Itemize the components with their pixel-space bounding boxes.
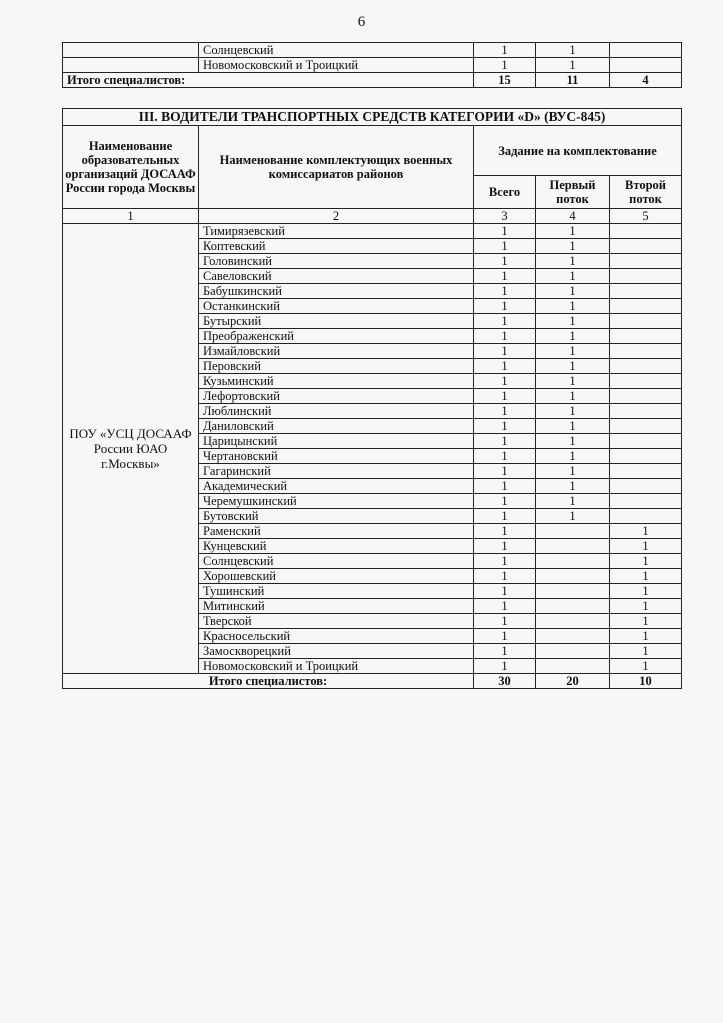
second-stream-cell	[610, 509, 682, 524]
main-total-second: 10	[610, 674, 682, 689]
district-name: Гагаринский	[199, 464, 474, 479]
empty-cell	[63, 43, 199, 58]
total-cell: 1	[474, 419, 536, 434]
second-stream-cell: 1	[610, 599, 682, 614]
district-name: Кунцевский	[199, 539, 474, 554]
table-row	[63, 224, 682, 239]
first-stream-cell	[536, 659, 610, 674]
first-stream-cell	[536, 569, 610, 584]
first-stream-cell: 1	[536, 464, 610, 479]
second-stream-cell	[610, 464, 682, 479]
total-cell: 1	[474, 359, 536, 374]
first-stream-cell: 1	[536, 269, 610, 284]
organization-name: ПОУ «УСЦ ДОСААФ России ЮАО г.Москвы»	[63, 224, 199, 674]
column-number: 2	[199, 209, 474, 224]
total-cell: 1	[474, 509, 536, 524]
total-cell: 1	[474, 389, 536, 404]
second-stream-cell	[610, 224, 682, 239]
first-stream-cell: 1	[536, 344, 610, 359]
second-stream-cell: 1	[610, 659, 682, 674]
district-name: Солнцевский	[199, 43, 474, 58]
top-total-row	[63, 73, 682, 88]
first-stream-cell: 1	[536, 314, 610, 329]
total-cell: 1	[474, 539, 536, 554]
main-total-row	[63, 674, 682, 689]
second-stream-cell: 1	[610, 644, 682, 659]
district-name: Академический	[199, 479, 474, 494]
total-cell: 1	[474, 644, 536, 659]
second-stream-cell: 1	[610, 629, 682, 644]
first-stream-cell: 1	[536, 494, 610, 509]
second-stream-cell	[610, 434, 682, 449]
total-cell: 1	[474, 374, 536, 389]
top-total-first: 11	[536, 73, 610, 88]
district-name: Преображенский	[199, 329, 474, 344]
first-stream-cell: 1	[536, 239, 610, 254]
district-name: Черемушкинский	[199, 494, 474, 509]
top-table	[62, 42, 682, 88]
second-stream-cell	[610, 494, 682, 509]
first-stream-cell	[536, 584, 610, 599]
column-number: 3	[474, 209, 536, 224]
table-row	[63, 43, 682, 58]
second-stream-cell	[610, 314, 682, 329]
first-stream-cell: 1	[536, 284, 610, 299]
district-name: Тверской	[199, 614, 474, 629]
total-cell: 1	[474, 464, 536, 479]
district-name: Измайловский	[199, 344, 474, 359]
first-stream-cell: 1	[536, 374, 610, 389]
total-cell: 1	[474, 479, 536, 494]
main-total-first: 20	[536, 674, 610, 689]
total-cell: 1	[474, 239, 536, 254]
district-name: Замоскворецкий	[199, 644, 474, 659]
header-second: Второй поток	[610, 176, 682, 209]
column-number: 1	[63, 209, 199, 224]
second-stream-cell	[610, 389, 682, 404]
total-cell: 1	[474, 584, 536, 599]
second-stream-cell: 1	[610, 584, 682, 599]
header-total: Всего	[474, 176, 536, 209]
district-name: Люблинский	[199, 404, 474, 419]
first-stream-cell: 1	[536, 43, 610, 58]
first-stream-cell: 1	[536, 389, 610, 404]
second-stream-cell	[610, 43, 682, 58]
section-title: III. ВОДИТЕЛИ ТРАНСПОРТНЫХ СРЕДСТВ КАТЕГОРИИ «D» (ВУС-845)	[63, 109, 682, 126]
total-cell: 1	[474, 58, 536, 73]
top-table-body	[63, 43, 682, 73]
total-cell: 1	[474, 599, 536, 614]
second-stream-cell: 1	[610, 614, 682, 629]
total-cell: 1	[474, 614, 536, 629]
district-name: Коптевский	[199, 239, 474, 254]
district-name: Хорошевский	[199, 569, 474, 584]
total-cell: 1	[474, 314, 536, 329]
header-org: Наименование образовательных организаций ДОСААФ России города Москвы	[63, 126, 199, 209]
first-stream-cell: 1	[536, 509, 610, 524]
total-cell: 1	[474, 284, 536, 299]
total-cell: 1	[474, 524, 536, 539]
district-name: Лефортовский	[199, 389, 474, 404]
second-stream-cell	[610, 479, 682, 494]
column-number: 4	[536, 209, 610, 224]
second-stream-cell: 1	[610, 524, 682, 539]
total-cell: 1	[474, 254, 536, 269]
column-numbers-row	[63, 209, 682, 224]
total-cell: 1	[474, 494, 536, 509]
second-stream-cell	[610, 239, 682, 254]
header-districts: Наименование комплектующих военных комиссариатов районов	[199, 126, 474, 209]
total-cell: 1	[474, 554, 536, 569]
main-total-all: 30	[474, 674, 536, 689]
header-first: Первый поток	[536, 176, 610, 209]
top-total-label: Итого специалистов:	[63, 73, 474, 88]
first-stream-cell: 1	[536, 359, 610, 374]
first-stream-cell	[536, 629, 610, 644]
second-stream-cell: 1	[610, 554, 682, 569]
total-cell: 1	[474, 569, 536, 584]
total-cell: 1	[474, 344, 536, 359]
total-cell: 1	[474, 329, 536, 344]
table-row	[63, 58, 682, 73]
district-name: Кузьминский	[199, 374, 474, 389]
district-name: Солнцевский	[199, 554, 474, 569]
district-name: Бутовский	[199, 509, 474, 524]
first-stream-cell	[536, 599, 610, 614]
total-cell: 1	[474, 299, 536, 314]
second-stream-cell	[610, 329, 682, 344]
second-stream-cell	[610, 374, 682, 389]
second-stream-cell	[610, 404, 682, 419]
total-cell: 1	[474, 404, 536, 419]
district-name: Даниловский	[199, 419, 474, 434]
second-stream-cell: 1	[610, 539, 682, 554]
second-stream-cell	[610, 254, 682, 269]
total-cell: 1	[474, 449, 536, 464]
empty-cell	[63, 58, 199, 73]
total-cell: 1	[474, 629, 536, 644]
first-stream-cell: 1	[536, 404, 610, 419]
total-cell: 1	[474, 269, 536, 284]
second-stream-cell: 1	[610, 569, 682, 584]
first-stream-cell	[536, 614, 610, 629]
main-table	[62, 108, 682, 689]
first-stream-cell	[536, 524, 610, 539]
first-stream-cell	[536, 644, 610, 659]
second-stream-cell	[610, 284, 682, 299]
second-stream-cell	[610, 58, 682, 73]
district-name: Савеловский	[199, 269, 474, 284]
first-stream-cell: 1	[536, 479, 610, 494]
district-name: Чертановский	[199, 449, 474, 464]
top-total-second: 4	[610, 73, 682, 88]
district-name: Перовский	[199, 359, 474, 374]
first-stream-cell: 1	[536, 419, 610, 434]
first-stream-cell: 1	[536, 58, 610, 73]
column-number: 5	[610, 209, 682, 224]
district-name: Раменский	[199, 524, 474, 539]
district-name: Тимирязевский	[199, 224, 474, 239]
second-stream-cell	[610, 419, 682, 434]
first-stream-cell: 1	[536, 254, 610, 269]
total-cell: 1	[474, 43, 536, 58]
district-name: Останкинский	[199, 299, 474, 314]
page-number: 6	[357, 14, 366, 30]
total-cell: 1	[474, 659, 536, 674]
district-name: Новомосковский и Троицкий	[199, 58, 474, 73]
district-name: Головинский	[199, 254, 474, 269]
header-task: Задание на комплектование	[474, 126, 682, 176]
first-stream-cell	[536, 554, 610, 569]
first-stream-cell	[536, 539, 610, 554]
district-name: Митинский	[199, 599, 474, 614]
top-total-all: 15	[474, 73, 536, 88]
main-table-body	[63, 224, 682, 674]
second-stream-cell	[610, 299, 682, 314]
first-stream-cell: 1	[536, 224, 610, 239]
second-stream-cell	[610, 344, 682, 359]
district-name: Бабушкинский	[199, 284, 474, 299]
total-cell: 1	[474, 224, 536, 239]
second-stream-cell	[610, 269, 682, 284]
total-cell: 1	[474, 434, 536, 449]
first-stream-cell: 1	[536, 449, 610, 464]
district-name: Новомосковский и Троицкий	[199, 659, 474, 674]
main-total-label: Итого специалистов:	[63, 674, 474, 689]
first-stream-cell: 1	[536, 329, 610, 344]
district-name: Тушинский	[199, 584, 474, 599]
second-stream-cell	[610, 449, 682, 464]
district-name: Красносельский	[199, 629, 474, 644]
first-stream-cell: 1	[536, 434, 610, 449]
first-stream-cell: 1	[536, 299, 610, 314]
second-stream-cell	[610, 359, 682, 374]
district-name: Царицынский	[199, 434, 474, 449]
district-name: Бутырский	[199, 314, 474, 329]
